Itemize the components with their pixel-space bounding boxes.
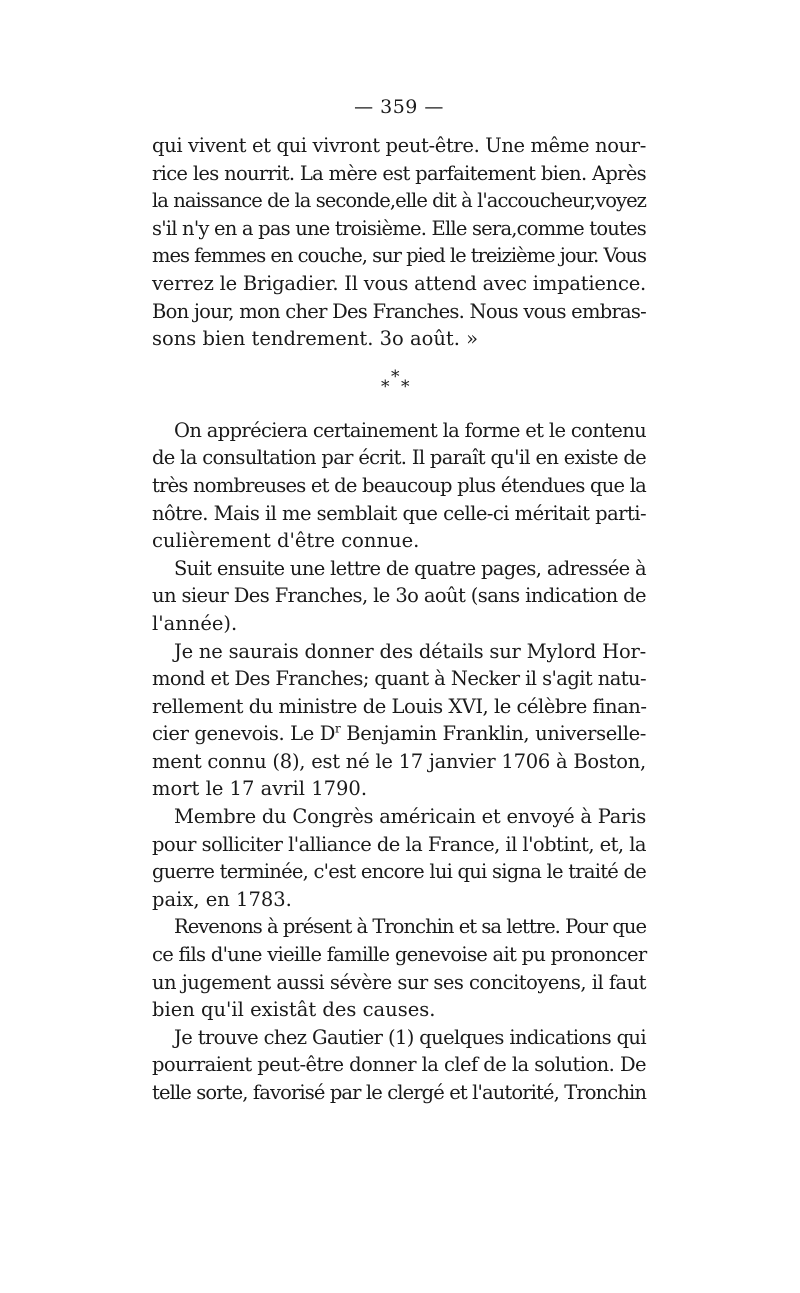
text-line: telle sorte, favorisé par le clergé et l'autorité, Tronchin (152, 1081, 647, 1104)
text-line: pour solliciter l'alliance de la France, il l'obtint, et, la (152, 832, 646, 856)
text-fragment: cier genevois. Le D (152, 722, 336, 746)
text-line: la naissance de la seconde,elle dit à l'accoucheur,voyez (152, 189, 646, 213)
text-line: guerre terminée, c'est encore lui qui signa le traité de (152, 860, 647, 884)
text-line: Membre du Congrès américain et envoyé à Paris (174, 805, 646, 829)
text-line: Suit ensuite une lettre de quatre pages, adressée à (174, 556, 646, 580)
text-line: On appréciera certainement la forme et le contenu (174, 418, 646, 442)
paragraph-consultation (152, 417, 646, 555)
text-line: s'il n'y en a pas une troisième. Elle sera,comme toutes (152, 216, 647, 240)
asterism-separator (152, 353, 646, 417)
text-line: verrez le Brigadier. Il vous attend avec impatience. (152, 271, 646, 295)
superscript: r (335, 721, 341, 736)
asterism-star: * (391, 366, 400, 387)
paragraph-letter-description (152, 555, 646, 638)
asterism-star: * (381, 376, 390, 397)
book-page (152, 92, 646, 1107)
paragraph-gautier (152, 1024, 646, 1107)
text-line: bien qu'il existât des causes. (152, 998, 436, 1022)
paragraph-letter-end (152, 132, 646, 353)
text-line: sons bien tendrement. 3o août. » (152, 327, 479, 351)
paragraph-congress (152, 803, 646, 913)
text-line: qui vivent et qui vivront peut-être. Une même nour- (152, 134, 646, 157)
text-line: Revenons à présent à Tronchin et sa lettre. Pour que (174, 915, 647, 939)
text-line: mes femmes en couche, sur pied le treizième jour. Vous (152, 244, 646, 268)
text-line: rellement du ministre de Louis XVI, le célèbre finan- (152, 694, 647, 718)
text-line: pourraient peut-être donner la clef de la solution. De (152, 1053, 646, 1077)
text-line: ce fils d'une vieille famille genevoise ait pu prononcer (152, 943, 647, 967)
text-line: rice les nourrit. La mère est parfaitement bien. Après (152, 161, 647, 185)
text-fragment: Benjamin Franklin, universelle- (340, 722, 647, 746)
text-line: Je trouve chez Gautier (1) quelques indications qui (174, 1025, 646, 1049)
page-number: — 359 — (354, 96, 444, 118)
text-line: Bon jour, mon cher Des Franches. Nous vous embras- (152, 299, 647, 323)
paragraph-persons (152, 638, 646, 804)
text-line: Je ne saurais donner des détails sur Mylord Hor- (174, 639, 646, 663)
text-line: l'année). (152, 611, 238, 635)
text-line: nôtre. Mais il me semblait que celle-ci méritait parti- (152, 501, 647, 525)
asterism-star: * (401, 376, 410, 397)
text-line: mort le 17 avril 1790. (152, 777, 368, 801)
text-line: mond et Des Franches; quant à Necker il s'agit natu- (152, 667, 646, 691)
text-line: un jugement aussi sévère sur ses concitoyens, il faut (152, 970, 646, 994)
text-line: culièrement d'être connue. (152, 529, 420, 553)
text-line: ment connu (8), est né le 17 janvier 1706 à Boston, (152, 749, 647, 773)
text-line: très nombreuses et de beaucoup plus étendues que la (152, 473, 646, 497)
text-line: paix, en 1783. (152, 887, 292, 911)
paragraph-tronchin (152, 913, 646, 1023)
text-line-franklin (152, 720, 646, 748)
text-line: de la consultation par écrit. Il paraît qu'il en existe de (152, 446, 646, 470)
text-line: un sieur Des Franches, le 3o août (sans indication de (152, 584, 646, 608)
